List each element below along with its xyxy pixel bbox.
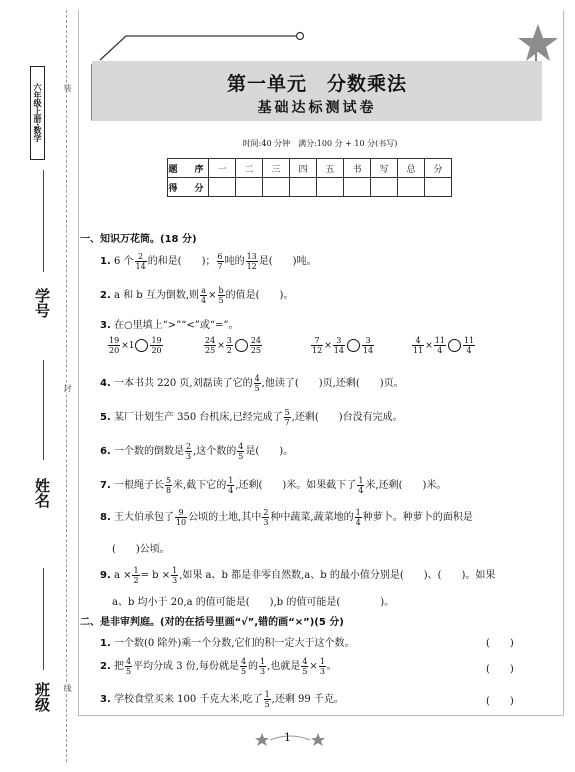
q-number: 8. — [100, 512, 111, 523]
q-text: 一根绳子长 — [113, 480, 164, 491]
q-number: 5. — [100, 412, 111, 423]
q-text: 平均分成 3 份,每份就是 — [133, 661, 239, 672]
q-text: a × — [113, 570, 132, 581]
fraction — [165, 476, 172, 495]
fraction-numerator: 4 — [254, 374, 260, 383]
q-text: 吨的 — [224, 256, 245, 267]
operator: × — [425, 341, 433, 351]
times-sign: × — [309, 661, 318, 672]
q-text: 米,截下它的 — [173, 480, 227, 491]
q-number: 6. — [100, 446, 111, 457]
q-text: ,这个数的 — [193, 446, 237, 457]
fraction-numerator: 5 — [284, 408, 290, 417]
fraction-denominator: 4 — [228, 486, 234, 495]
fraction-denominator: 14 — [362, 346, 374, 355]
fraction — [135, 252, 147, 271]
q-text: 学校食堂买来 100 千克大米,吃了 — [113, 694, 263, 705]
score-input-cell[interactable] — [236, 178, 263, 197]
fraction — [108, 336, 120, 355]
answer-paren[interactable]: ( ) — [486, 638, 514, 649]
operator: × — [324, 341, 332, 351]
q-text: ,还剩 99 千克。 — [271, 694, 344, 705]
question-1 — [100, 252, 317, 271]
fraction — [254, 374, 261, 393]
fraction — [284, 408, 291, 427]
fraction — [226, 336, 233, 355]
fraction-denominator: 3 — [185, 452, 192, 461]
fraction — [237, 442, 244, 461]
fraction — [175, 508, 187, 527]
q-text: ,还剩( )台没有完成。 — [291, 412, 403, 423]
score-input-cell[interactable] — [398, 178, 425, 197]
fraction — [412, 336, 424, 355]
q-text: a 和 b 互为倒数,则 — [113, 290, 200, 301]
fraction-numerator: 1 — [260, 657, 266, 666]
page-subtitle: 基础达标测试卷 — [257, 100, 377, 116]
q-text: 把 — [113, 661, 124, 672]
times-sign: × — [208, 290, 217, 301]
question-4 — [100, 374, 404, 393]
q-text: 一个数的倒数是 — [113, 446, 184, 457]
q-text: ,也就是 — [267, 661, 301, 672]
q-text: 在○里填上“>”“<”或“=”。 — [113, 320, 239, 331]
judge-3 — [100, 690, 344, 709]
fraction-numerator: 1 — [358, 476, 364, 485]
fraction-numerator: 2 — [263, 508, 269, 517]
fraction — [259, 657, 266, 676]
q-text: = b × — [140, 570, 171, 581]
fraction-denominator: 5 — [240, 667, 247, 676]
fraction-denominator: 2 — [226, 346, 232, 355]
fraction — [171, 566, 178, 585]
operator: × — [217, 341, 225, 351]
q-number: 2. — [100, 290, 111, 301]
score-table — [167, 158, 452, 197]
fraction-numerator: 11 — [463, 336, 475, 345]
fraction-denominator: 11 — [413, 346, 424, 355]
fraction-denominator: 4 — [437, 346, 443, 355]
time-info: 时间:40 分钟 满分:100 分 + 10 分(书写) — [242, 139, 398, 148]
fraction-denominator: 12 — [246, 262, 257, 271]
q-text: 的和是( )； — [147, 256, 216, 267]
fraction — [434, 336, 446, 355]
question-5 — [100, 408, 403, 427]
fraction — [125, 657, 132, 676]
q-text: 一本书共 220 页,刘磊读了它的 — [113, 378, 253, 389]
score-cell: 题 序 — [168, 159, 209, 178]
fraction — [264, 690, 271, 709]
fraction — [240, 657, 247, 676]
fraction-numerator: b — [218, 286, 224, 295]
q-text: ,还剩( )米。如果截下了 — [235, 480, 357, 491]
fraction-numerator: 2 — [185, 442, 192, 451]
question-2 — [100, 286, 293, 305]
fraction-numerator: 1 — [264, 690, 270, 699]
question-8 — [100, 508, 473, 527]
fraction-denominator: 5 — [218, 296, 224, 305]
score-input-cell[interactable] — [317, 178, 344, 197]
compare-circle[interactable] — [448, 339, 461, 352]
fraction-numerator: 11 — [434, 336, 445, 345]
fraction — [217, 252, 224, 271]
answer-paren[interactable]: ( ) — [486, 696, 514, 707]
fraction — [319, 657, 326, 676]
page-title: 第一单元 分数乘法 — [226, 73, 407, 95]
fraction-numerator: 19 — [151, 336, 162, 345]
score-cell: 书 — [344, 159, 371, 178]
fraction-numerator: 4 — [240, 657, 247, 666]
score-cell: 五 — [317, 159, 344, 178]
q-text: 种萝卜。种萝卜的面积是 — [362, 512, 473, 523]
q-text: ,他读了( )页,还剩( )页。 — [261, 378, 404, 389]
fraction-numerator: 4 — [412, 336, 424, 346]
fraction — [204, 336, 216, 355]
score-input-cell[interactable] — [263, 178, 290, 197]
question-6 — [100, 442, 293, 461]
fraction-denominator: 3 — [319, 667, 325, 676]
fraction-numerator: 1 — [319, 657, 325, 666]
compare-item-4 — [411, 336, 476, 355]
fraction-denominator: 14 — [135, 262, 146, 271]
fraction-numerator: 1 — [228, 476, 234, 485]
q-number: 2. — [100, 661, 111, 672]
fraction-denominator: 10 — [175, 518, 187, 527]
score-input-cell[interactable] — [371, 178, 398, 197]
fraction-numerator: 4 — [302, 657, 308, 666]
fraction-denominator: 5 — [264, 700, 270, 709]
q-text: 某厂计划生产 350 台机床,已经完成了 — [113, 412, 283, 423]
q-number: 1. — [100, 256, 111, 267]
fraction — [301, 657, 308, 676]
name-line — [43, 360, 44, 460]
fraction — [355, 508, 362, 527]
score-input-cell[interactable] — [209, 178, 236, 197]
fraction-numerator: 19 — [109, 336, 120, 345]
compare-circle[interactable] — [135, 339, 148, 352]
fraction-denominator: 4 — [358, 486, 364, 495]
grade-tag-text: 六年级上册·数学 — [33, 83, 42, 143]
q-text: 。 — [326, 661, 337, 672]
q-number: 9. — [100, 570, 111, 581]
fraction-numerator: 4 — [238, 442, 244, 451]
fraction-denominator: 12 — [312, 346, 323, 355]
fraction-denominator: 7 — [284, 418, 290, 427]
student-id-label: 学号 — [33, 288, 51, 318]
compare-circle[interactable] — [235, 339, 248, 352]
star-icon — [518, 24, 558, 61]
section2-title: 二、是非审判庭。(对的在括号里画“√”,错的画“×”)(5 分) — [80, 617, 344, 628]
fraction — [185, 442, 192, 461]
fraction — [246, 252, 258, 271]
q-text: 6 个 — [113, 256, 134, 267]
margin-char-feng: 封 — [63, 384, 72, 392]
fraction-denominator: 5 — [254, 384, 260, 393]
margin-char-xian: 线 — [63, 684, 72, 692]
score-cell: 写 — [371, 159, 398, 178]
score-table-score-row — [168, 178, 452, 197]
fraction-denominator: 25 — [250, 346, 262, 355]
score-input-cell[interactable] — [425, 178, 452, 197]
fraction-numerator: 7 — [311, 336, 323, 346]
q-text: 的值是( )。 — [225, 290, 294, 301]
compare-item-3 — [310, 336, 375, 355]
fraction-numerator: 4 — [125, 657, 132, 666]
score-row-label: 得 分 — [168, 178, 209, 197]
fraction — [262, 508, 269, 527]
fraction-denominator: 8 — [165, 486, 172, 495]
fraction — [250, 336, 262, 355]
fraction — [357, 476, 364, 495]
question-3 — [100, 316, 239, 331]
fraction-denominator: 5 — [302, 667, 308, 676]
margin-char-zhuang: 装 — [63, 84, 72, 92]
fraction-numerator: 1 — [172, 566, 178, 575]
judge-1 — [100, 634, 354, 649]
q-text: 是( )。 — [245, 446, 294, 457]
q-number: 3. — [100, 694, 111, 705]
q-number: 3. — [100, 320, 111, 331]
fraction-numerator: 5 — [165, 476, 172, 485]
q-text: 种中蔬菜,蔬菜地的 — [270, 512, 354, 523]
fraction — [311, 336, 323, 355]
class-line — [43, 568, 44, 670]
fraction — [218, 286, 225, 305]
question-7 — [100, 476, 446, 495]
q-text: 是( )吨。 — [258, 256, 317, 267]
fraction — [362, 336, 374, 355]
score-cell: 总 — [398, 159, 425, 178]
fraction-numerator: a — [201, 286, 206, 295]
fraction-denominator: 4 — [466, 346, 472, 355]
fraction-numerator: 9 — [175, 508, 187, 518]
q-text: 一个数(0 除外)乘一个分数,它们的积一定大于这个数。 — [113, 638, 355, 649]
fraction-denominator: 4 — [201, 296, 207, 305]
q-text: 公顷的土地,其中 — [188, 512, 262, 523]
fraction-denominator: 5 — [125, 667, 132, 676]
grade-tag — [30, 66, 45, 160]
fraction-numerator: 3 — [362, 336, 374, 346]
fraction-denominator: 4 — [355, 518, 361, 527]
score-table-header-row — [168, 159, 452, 178]
score-cell: 一 — [209, 159, 236, 178]
fraction-denominator: 3 — [260, 667, 266, 676]
question-9 — [100, 566, 495, 585]
section1-title: 一、知识万花筒。(18 分) — [80, 234, 197, 245]
fraction-numerator: 24 — [205, 336, 216, 345]
fraction-numerator: 1 — [133, 566, 139, 575]
operator: ×1 — [121, 341, 135, 351]
q-number: 7. — [100, 480, 111, 491]
fraction-numerator: 1 — [355, 508, 361, 517]
fraction-denominator: 3 — [172, 576, 178, 585]
q-text: 王大伯承包了 — [113, 512, 174, 523]
q-number: 4. — [100, 378, 111, 389]
name-label: 姓名 — [33, 478, 51, 508]
header-banner — [92, 61, 542, 121]
fraction-numerator: 6 — [217, 252, 223, 261]
score-input-cell[interactable] — [290, 178, 317, 197]
fraction — [227, 476, 234, 495]
compare-item-1 — [107, 336, 164, 355]
score-cell: 二 — [236, 159, 263, 178]
fraction-numerator: 2 — [135, 252, 147, 262]
score-input-cell[interactable] — [344, 178, 371, 197]
page-number: 1 — [284, 731, 291, 744]
compare-circle[interactable] — [347, 339, 360, 352]
fraction-denominator: 14 — [333, 346, 344, 355]
fraction-denominator: 2 — [133, 576, 139, 585]
compare-item-2 — [203, 336, 263, 355]
fraction-numerator: 13 — [246, 252, 257, 261]
student-id-line — [43, 170, 44, 272]
question-9-cont: a、b 均小于 20,a 的值可能是( ),b 的值可能是( )。 — [112, 597, 395, 608]
fraction-denominator: 3 — [263, 518, 269, 527]
q-text: ,如果 a、b 都是非零自然数,a、b 的最小值分别是( )、( )。如果 — [179, 570, 496, 581]
fraction-denominator: 20 — [151, 346, 162, 355]
fraction — [150, 336, 162, 355]
fraction-denominator: 5 — [238, 452, 244, 461]
fraction-numerator: 24 — [250, 336, 262, 345]
fraction — [200, 286, 207, 305]
score-cell: 四 — [290, 159, 317, 178]
question-8-cont: ( )公顷。 — [112, 544, 170, 555]
q-number: 1. — [100, 638, 111, 649]
q-text: 米,还剩( )米。 — [365, 480, 447, 491]
fraction-denominator: 25 — [205, 346, 216, 355]
fraction-numerator: 3 — [333, 336, 345, 346]
fraction-numerator: 3 — [226, 336, 232, 345]
score-cell: 分 — [425, 159, 452, 178]
judge-2 — [100, 657, 337, 676]
answer-paren[interactable]: ( ) — [486, 664, 514, 675]
fraction-denominator: 20 — [109, 346, 120, 355]
fraction — [333, 336, 345, 355]
fraction-denominator: 7 — [217, 262, 223, 271]
score-cell: 三 — [263, 159, 290, 178]
class-label: 班级 — [33, 682, 51, 712]
q-text: 的 — [248, 661, 259, 672]
fraction — [132, 566, 139, 585]
fraction — [463, 336, 475, 355]
